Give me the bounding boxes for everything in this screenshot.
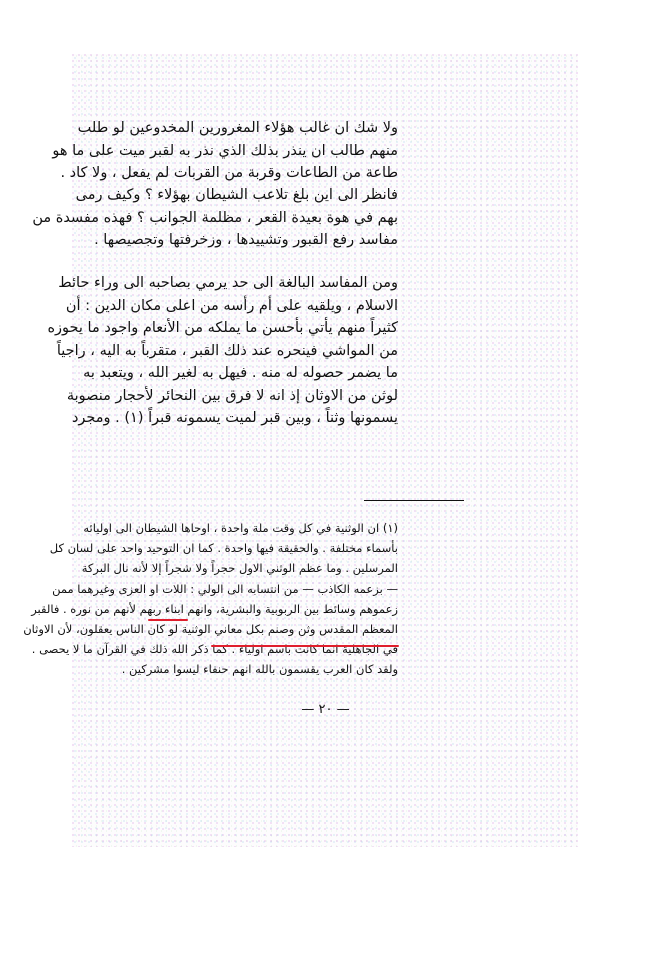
- paragraph-3: [47, 272, 398, 430]
- text-line: كثيراً منهم يأتي بأحسن ما يملكه من الأنعام واجود ما يحوزه: [47, 320, 398, 336]
- text-line: ومن المفاسد البالغة الى حد يرمي بصاحبه الى وراء حائط: [58, 275, 398, 291]
- paragraph-2: [32, 184, 398, 252]
- text-line: يسمونها وثناً ، وبين قبر لميت يسمونه قبراً (١) . ومجرد: [71, 410, 398, 426]
- text-line: لوثن من الاوثان إذ انه لا فرق بين النحائر لأحجار منصوبة: [66, 387, 398, 404]
- text-line: فانظر الى اين بلغ تلاعب الشيطان بهؤلاء ؟ وكيف رمى: [75, 187, 398, 203]
- footnote-line: — بزعمه الكاذب — من انتسابه الى الولي : اللات او العزى وغيرهما ممن: [52, 581, 398, 596]
- footnote-separator: [364, 500, 464, 501]
- footnote-line: ولقد كان العرب يقسمون بالله انهم حنفاء ليسوا مشركين .: [121, 662, 398, 677]
- footnote-line: في الجاهلية انما كانت باسم اولياء . كما ذكر الله ذلك في القرآن ما لا يحصى .: [31, 642, 398, 657]
- footnote-line: زعموهم وسائط بين الربوبية والبشرية، وانهم ابناء ربهم لأنهم من نوره . فالقبر: [31, 601, 398, 616]
- text-line: طاعة من الطاعات وقربة من القربات لم يفعل ، ولا كاد .: [60, 165, 398, 181]
- paragraph-1: [52, 117, 398, 185]
- footnote-line: بأسماء مختلفة . والحقيقة فيها واحدة . كما ان التوحيد واحد على لسان كل: [49, 541, 398, 556]
- footnote-line: المرسلين . وما عظم الوثني الاول حجراً ولا شجراً إلا لأنه نال البركة: [81, 561, 398, 576]
- footnote-line: المعظم المقدس وثن وصنم بكل معاني الوثنية لو كان الناس يعقلون، لأن الاوثان: [23, 622, 398, 637]
- text-line: الاسلام ، ويلقيه على أم رأسه من اعلى مكان الدين : أن: [65, 297, 398, 314]
- text-line: مفاسد رفع القبور وتشييدها ، وزخرفتها وتجصيصها .: [94, 232, 398, 248]
- red-underline-highlight: [211, 645, 399, 647]
- text-line: بهم في هوة بعيدة القعر ، مظلمة الجوانب ؟ فهذه مفسدة من: [32, 209, 398, 226]
- page-number: — ٢٠ —: [301, 702, 350, 717]
- footnote-line: (١) ان الوثنية في كل وقت ملة واحدة ، اوحاها الشيطان الى اوليائه: [83, 521, 398, 535]
- footnote: [23, 518, 398, 680]
- red-underline-highlight: [148, 619, 188, 621]
- text-line: ولا شك ان غالب هؤلاء المغرورين المخدوعين لو طلب: [77, 120, 398, 136]
- text-line: من المواشي فينحره عند ذلك القبر ، متقرباً به اليه ، راجياً: [56, 342, 398, 359]
- text-line: منهم طالب ان ينذر بذلك الذي نذر به لقبر ميت على ما هو: [52, 142, 398, 159]
- text-line: ما يضمر حصوله له منه . فيهل به لغير الله ، ويتعبد به: [83, 365, 398, 381]
